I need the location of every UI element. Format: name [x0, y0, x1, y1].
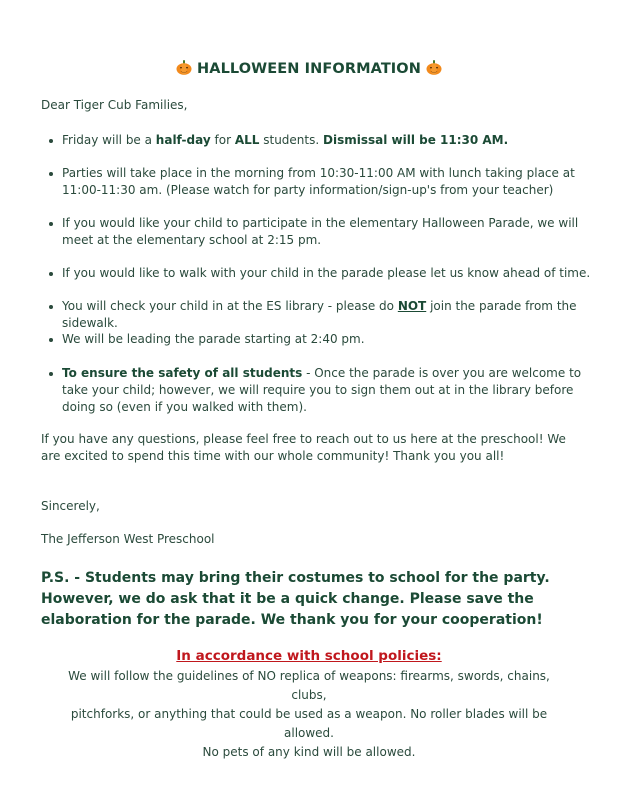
- questions-paragraph: If you have any questions, please feel free to reach out to us here at the preschool! We are excited to spend this time with our whole community! Thank you you all!: [41, 432, 566, 463]
- title-text: HALLOWEEN INFORMATION: [197, 61, 421, 77]
- closing: Sincerely,: [41, 499, 100, 513]
- list-item: If you would like your child to participate in the elementary Halloween Parade, we will meet at the elementary school at 2:15 pm.: [41, 215, 582, 249]
- signature: The Jefferson West Preschool: [41, 532, 215, 546]
- list-item: To ensure the safety of all students - Once the parade is over you are welcome to take your child; however, we will require you to sign them out at in the library before doing so (even if you walked with them).: [41, 365, 582, 416]
- policy-text: [50, 667, 568, 762]
- ps-note: P.S. - Students may bring their costumes to school for the party. However, we do ask that it be a quick change. Please save the elaboration for the parade. We thank you for your cooperation!: [41, 570, 550, 628]
- list-item: You will check your child in at the ES library - please do NOT join the parade from the sidewalk.: [41, 298, 602, 332]
- pumpkin-icon: [426, 60, 442, 75]
- list-item: We will be leading the parade starting at 2:40 pm.: [41, 331, 602, 348]
- list-item: If you would like to walk with your child in the parade please let us know ahead of time.: [41, 265, 602, 282]
- policy-line: No pets of any kind will be allowed.: [202, 745, 416, 759]
- list-item: Friday will be a half-day for ALL students. Dismissal will be 11:30 AM.: [41, 132, 602, 149]
- policy-line: pitchforks, or anything that could be used as a weapon. No roller blades will be allowed.: [70, 707, 548, 740]
- greeting: Dear Tiger Cub Families,: [41, 98, 188, 112]
- list-item: Parties will take place in the morning from 10:30-11:00 AM with lunch taking place at 11:00-11:30 am. (Please watch for party information/sign-up's from your teacher): [41, 165, 582, 199]
- policy-line: We will follow the guidelines of NO replica of weapons: firearms, swords, chains, clubs,: [68, 669, 550, 702]
- page-title: [0, 60, 618, 77]
- pumpkin-icon: [176, 60, 192, 75]
- policy-heading: In accordance with school policies:: [176, 648, 442, 664]
